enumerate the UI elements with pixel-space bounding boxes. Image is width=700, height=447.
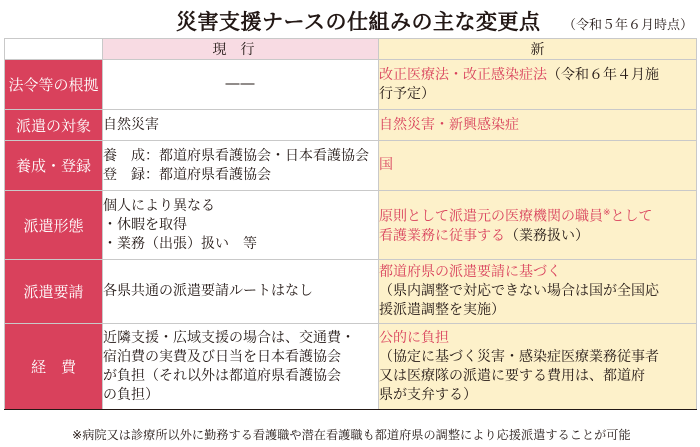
current-line: が負担（それ以外は都道府県看護協会: [103, 367, 341, 384]
current-line: 登 録：都道府県看護協会: [103, 166, 271, 183]
new-cell: [379, 141, 697, 191]
new-highlight: 看護業務に従事する: [379, 227, 505, 244]
page-title: 災害支援ナースの仕組みの主な変更点: [176, 10, 541, 34]
title-area: [0, 6, 700, 34]
current-line: 宿泊費の実費及び日当を日本看護協会: [103, 348, 341, 365]
header-current: 現行: [103, 39, 379, 60]
new-cell: [379, 260, 697, 324]
new-highlight: 公的に負担: [379, 329, 449, 346]
new-text: （業務扱い）: [505, 227, 589, 244]
current-line: ・業務（出張）扱い 等: [103, 235, 257, 252]
new-line: 又は医療隊の派遣に要する費用は、都道府: [379, 367, 645, 384]
new-line: [379, 227, 696, 246]
row-label: 派遣要請: [5, 260, 103, 324]
current-line: 個人により異なる: [103, 197, 215, 214]
row-label: 養成・登録: [5, 141, 103, 191]
table-row: [5, 141, 697, 191]
current-line: 各県共通の派遣要請ルートはなし: [103, 283, 313, 299]
new-line: （県内調整で対応できない場合は国が全国応: [379, 283, 659, 299]
new-highlight: 都道府県の派遣要請に基づく: [379, 264, 561, 280]
table-row: [5, 110, 697, 141]
new-line: （協定に基づく災害・感染症医療業務従事者: [379, 348, 659, 365]
new-highlight: 自然災害・新興感染症: [379, 116, 519, 133]
footnote-mark: ※: [603, 208, 611, 219]
new-cell: [379, 110, 697, 141]
comparison-table: [4, 38, 697, 410]
current-cell: [103, 60, 379, 110]
row-label: 派遣の対象: [5, 110, 103, 141]
row-label: 派遣形態: [5, 191, 103, 260]
new-highlight: 改正医療法・改正感染症法: [379, 66, 547, 83]
current-cell: [103, 191, 379, 260]
new-line: [379, 85, 696, 104]
new-text: （令和６年４月施: [547, 66, 659, 83]
current-cell: [103, 324, 379, 410]
footnote: ※病院又は診療所以外に勤務する看護職や潜在看護職も都道府県の調整により応援派遣することが可能: [72, 428, 631, 442]
current-line: ――: [225, 76, 256, 92]
new-highlight: として: [610, 208, 653, 225]
new-line: [379, 204, 696, 227]
new-cell: [379, 324, 697, 410]
current-cell: [103, 110, 379, 141]
date-note: （令和５年６月時点）: [563, 18, 694, 33]
new-line: 県が支弁する）: [379, 386, 477, 403]
new-text: 行予定）: [379, 85, 435, 102]
table-row: [5, 324, 697, 410]
new-line: [379, 66, 696, 85]
new-cell: [379, 191, 697, 260]
table-row: [5, 191, 697, 260]
current-line: 近隣支援・広域支援の場合は、交通費・: [103, 329, 355, 346]
current-cell: [103, 141, 379, 191]
header-row: [5, 39, 697, 60]
new-highlight: 国: [379, 157, 393, 173]
table-row: [5, 60, 697, 110]
current-line: ・休暇を取得: [103, 216, 187, 233]
header-new: 新: [379, 39, 697, 60]
corner-cell: [5, 39, 103, 60]
current-line: 自然災害: [103, 116, 159, 133]
new-line: 援派遣調整を実施）: [379, 302, 505, 318]
row-label: 経 費: [5, 324, 103, 410]
current-line: 養 成：都道府県看護協会・日本看護協会: [103, 147, 369, 164]
row-label: 法令等の根拠: [5, 60, 103, 110]
new-highlight: 原則として派遣元の医療機関の職員: [379, 208, 603, 225]
current-cell: [103, 260, 379, 324]
table-row: [5, 260, 697, 324]
current-line: の負担）: [103, 386, 159, 403]
new-cell: [379, 60, 697, 110]
